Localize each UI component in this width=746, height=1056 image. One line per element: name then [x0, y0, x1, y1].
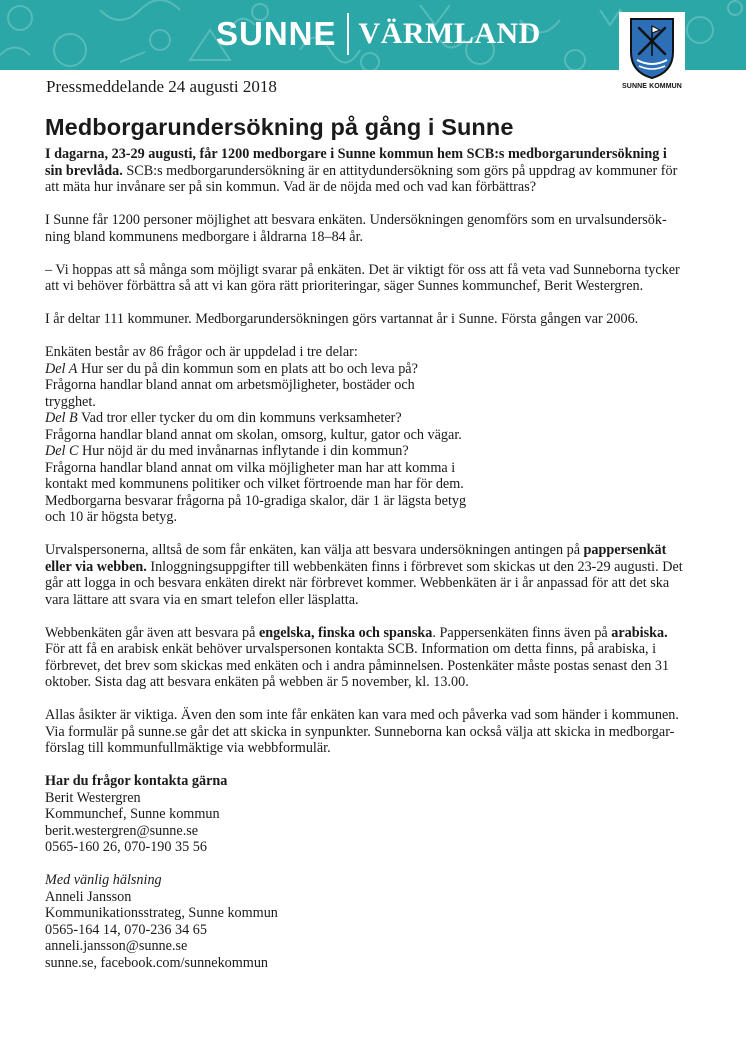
- brand-right: VÄRMLAND: [358, 17, 541, 50]
- intro-line-2: SCB:s medborgarundersökning är en attitydundersökning som görs på uppdrag av kommuner för: [122, 162, 678, 179]
- p3-bold-1: pappersenkät: [583, 542, 667, 558]
- p3-line-4: vara lättare att svara via en smart telefon eller läsplatta.: [45, 591, 359, 608]
- p4-mid: . Pappersenkäten finns även på: [432, 624, 612, 641]
- coat-of-arms-icon: [627, 16, 677, 80]
- part-b-line-1: Frågorna handlar bland annat om skolan, omsorg, kultur, gator och vägar.: [45, 426, 462, 443]
- signoff-role: Kommunikationsstrateg, Sunne kommun: [45, 905, 278, 921]
- p5-line-1: Allas åsikter är viktiga. Även den som inte får enkäten kan vara med och påverka vad som händer i kommunen.: [45, 707, 679, 723]
- p4-pre: Webbenkäten går även att besvara på: [45, 624, 259, 641]
- paragraph-languages: [45, 624, 670, 691]
- p3-line-1: Urvalspersonerna, alltså de som får enkäten, kan välja att besvara undersökningen antingen på: [45, 542, 584, 558]
- intro-paragraph: [45, 146, 678, 196]
- part-b-label: Del B: [45, 410, 78, 426]
- part-b-question: Vad tror eller tycker du om din kommuns verksamheter?: [77, 410, 402, 426]
- part-c-label: Del C: [45, 443, 79, 459]
- paragraph-opinions: [45, 707, 679, 757]
- signoff-web[interactable]: sunne.se, facebook.com/sunnekommun: [45, 954, 269, 971]
- paragraph-participants: [45, 311, 667, 328]
- p5-line-2: Via formulär på sunne.se går det att skicka in synpunkter. Sunneborna kan också välja att skicka in medborgar-: [45, 723, 675, 740]
- contact-name: Berit Westergren: [45, 789, 141, 806]
- scale-line-1: Medborgarna besvarar frågorna på 10-gradiga skalor, där 1 är lägsta betyg: [45, 492, 467, 509]
- intro-bold: sin brevlåda.: [45, 162, 123, 179]
- signoff-greeting: Med vänlig hälsning: [45, 872, 162, 888]
- part-c-question: Hur nöjd är du med invånarnas inflytande i din kommun?: [78, 443, 409, 459]
- p4-line-4: oktober. Sista dag att besvara enkäten på webben är 5 november, kl. 13.00.: [45, 674, 469, 690]
- part-a-line-2: trygghet.: [45, 393, 96, 410]
- article-body: [45, 146, 683, 988]
- intro-line-1: I dagarna, 23-29 augusti, får 1200 medborgare i Sunne kommun hem SCB:s medborgarundersökning i: [45, 146, 667, 162]
- paragraph-response-methods: [45, 542, 683, 608]
- p3-line-2: Inloggningsuppgifter till webbenkäten finns i förbrevet som skickas ut den 23-29 augusti. Det: [146, 558, 683, 575]
- municipal-crest: [619, 12, 685, 96]
- contact-role: Kommunchef, Sunne kommun: [45, 806, 220, 822]
- p3-bold-2: eller via webben.: [45, 558, 147, 575]
- scale-line-2: och 10 är högsta betyg.: [45, 509, 177, 525]
- part-c-line-2: kontakt med kommunens politiker och vilket förtroende man har för dem.: [45, 476, 464, 492]
- crest-label: SUNNE KOMMUN: [622, 83, 682, 90]
- p4-line-3: förbrevet, det brev som skickas med enkäten och i andra påminnelsen. Postenkäter måste postas senast den 31: [45, 657, 670, 674]
- press-date: Pressmeddelande 24 augusti 2018: [46, 77, 277, 96]
- p3-line-3: går att logga in och besvara enkäten direkt när förbrevet kommer. Webbenkäten är i år anpassad för att det ska: [45, 575, 670, 591]
- part-c-line-1: Frågorna handlar bland annat om vilka möjligheter man har att komma i: [45, 459, 456, 476]
- p5-line-3: förslag till kommunfullmäktige via webbformulär.: [45, 740, 331, 756]
- p1-line-1: I Sunne får 1200 personer möjlighet att besvara enkäten. Undersökningen genomförs som en urvalsundersök-: [45, 212, 667, 228]
- brand-logo: [216, 10, 541, 58]
- signoff-block: [45, 872, 667, 971]
- brand-divider: [347, 13, 349, 55]
- quote-line-1: – Vi hoppas att så många som möjligt svarar på enkäten. Det är viktigt för oss att få veta vad Sunneborna tycker: [45, 261, 680, 278]
- survey-intro: Enkäten består av 86 frågor och är uppdelad i tre delar:: [45, 344, 358, 360]
- contact-block: [45, 773, 667, 856]
- survey-parts: [45, 344, 667, 526]
- contact-email[interactable]: berit.westergren@sunne.se: [45, 822, 199, 839]
- part-a-line-1: Frågorna handlar bland annat om arbetsmöjligheter, bostäder och: [45, 377, 415, 393]
- p4-line-2: För att få en arabisk enkät behöver urvalspersonen kontakta SCB. Information om detta finns, på arabiska, i: [45, 641, 657, 657]
- intro-line-3: att mäta hur invånare ser på sin kommun. Vad är de nöjda med och vad kan förbättras?: [45, 179, 537, 195]
- part-a-question: Hur ser du på din kommun som en plats att bo och leva på?: [77, 360, 418, 377]
- page-title: Medborgarundersökning på gång i Sunne: [45, 114, 514, 140]
- p4-bold-arabic: arabiska.: [611, 624, 668, 641]
- brand-left: SUNNE: [216, 15, 337, 52]
- paragraph-sample: [45, 212, 667, 245]
- quote-paragraph: [45, 261, 680, 295]
- signoff-phone: 0565-164 14, 070-236 34 65: [45, 921, 207, 938]
- p4-bold-languages: engelska, finska och spanska: [258, 624, 433, 641]
- signoff-email[interactable]: anneli.jansson@sunne.se: [45, 938, 188, 954]
- contact-heading: Har du frågor kontakta gärna: [45, 773, 228, 789]
- part-a-label: Del A: [45, 360, 78, 377]
- p1-line-2: ning bland kommunens medborgare i åldrarna 18–84 år.: [45, 228, 364, 245]
- quote-line-2: att vi behöver förbättra så att vi kan göra rätt prioriteringar, säger Sunnes kommunchef, Berit Westergren.: [45, 278, 644, 294]
- signoff-name: Anneli Jansson: [45, 888, 132, 905]
- contact-phone: 0565-160 26, 070-190 35 56: [45, 839, 207, 855]
- p2-line: I år deltar 111 kommuner. Medborgarundersökningen görs vartannat år i Sunne. Första gången var 2006.: [45, 311, 639, 327]
